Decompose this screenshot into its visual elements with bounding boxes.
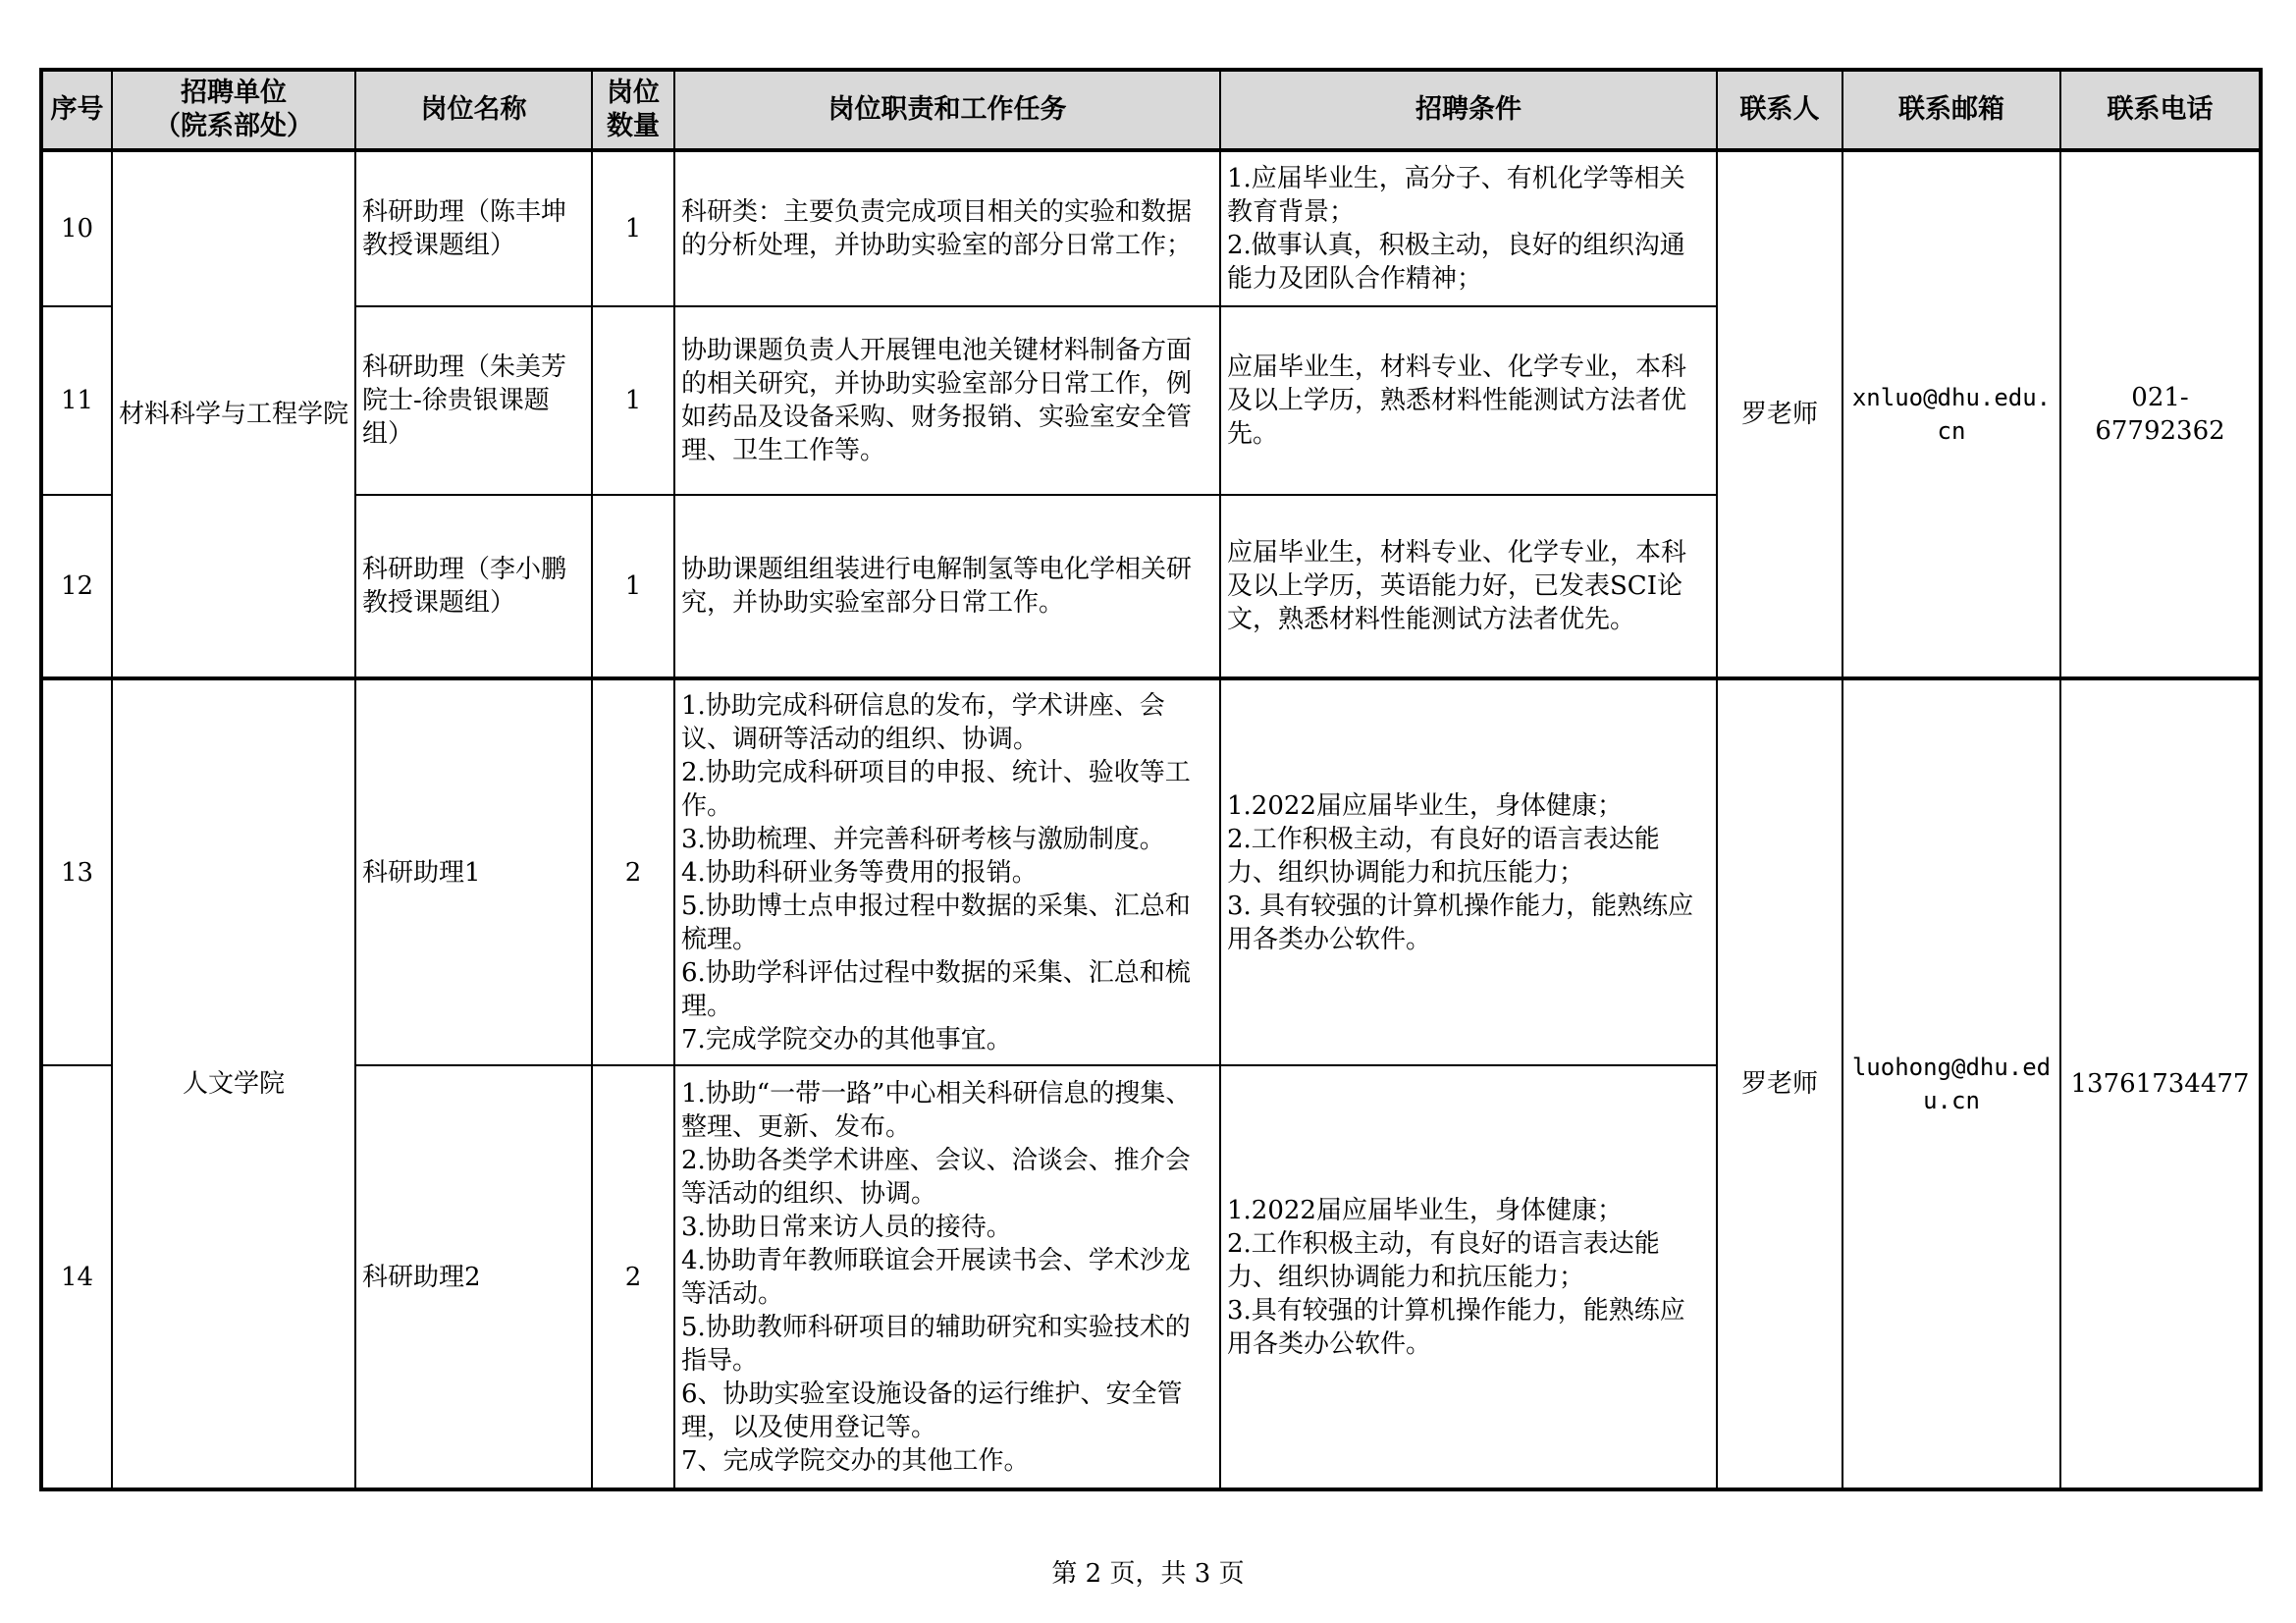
row-count: 1 [592, 150, 674, 306]
row-requirements: 1.2022届应届毕业生，身体健康； 2.工作积极主动，有良好的语言表达能力、组织协调能力和抗压能力； 3.具有较强的计算机操作能力，能熟练应用各类办公软件。 [1220, 1065, 1717, 1489]
header-row [41, 70, 2261, 150]
row-duties: 1.协助“一带一路”中心相关科研信息的搜集、整理、更新、发布。 2.协助各类学术讲座、会议、洽谈会、推介会等活动的组织、协调。 3.协助日常来访人员的接待。 4.协助青年教师联谊会开展读书会、学术沙龙等活动。 5.协助教师科研项目的辅助研究和实验技术的指导。 6、协助实验室设施设备的运行维护、安全管理，以及使用登记等。 7、完成学院交办的其他工作。 [674, 1065, 1220, 1489]
header-count-line2: 数量 [607, 111, 660, 141]
row-position: 科研助理2 [355, 1065, 592, 1489]
header-count [592, 70, 674, 150]
row-duties: 科研类：主要负责完成项目相关的实验和数据的分析处理，并协助实验室的部分日常工作； [674, 150, 1220, 306]
header-duties: 岗位职责和工作任务 [674, 70, 1220, 150]
row-phone: 13761734477 [2060, 678, 2261, 1489]
row-email: luohong@dhu.edu.cn [1842, 678, 2060, 1489]
row-position: 科研助理（李小鹏教授课题组） [355, 495, 592, 678]
row-requirements: 应届毕业生，材料专业、化学专业，本科及以上学历，熟悉材料性能测试方法者优先。 [1220, 306, 1717, 495]
row-seq: 14 [41, 1065, 112, 1489]
row-contact: 罗老师 [1717, 150, 1842, 678]
header-position: 岗位名称 [355, 70, 592, 150]
row-requirements: 1.应届毕业生，高分子、有机化学等相关教育背景； 2.做事认真，积极主动，良好的组织沟通能力及团队合作精神； [1220, 150, 1717, 306]
recruitment-table [39, 68, 2263, 1491]
row-count: 2 [592, 678, 674, 1065]
page-footer: 第 2 页，共 3 页 [1051, 1559, 1245, 1589]
header-phone: 联系电话 [2060, 70, 2261, 150]
row-email: xnluo@dhu.edu.cn [1842, 150, 2060, 678]
row-requirements: 应届毕业生，材料专业、化学专业，本科及以上学历，英语能力好，已发表SCI论文，熟悉材料性能测试方法者优先。 [1220, 495, 1717, 678]
row-count: 1 [592, 306, 674, 495]
header-seq: 序号 [41, 70, 112, 150]
row-unit: 材料科学与工程学院 [112, 150, 355, 678]
row-count: 2 [592, 1065, 674, 1489]
header-requirements: 招聘条件 [1220, 70, 1717, 150]
table-row [41, 150, 2261, 306]
row-count: 1 [592, 495, 674, 678]
row-duties: 1.协助完成科研信息的发布，学术讲座、会议、调研等活动的组织、协调。 2.协助完成科研项目的申报、统计、验收等工作。 3.协助梳理、并完善科研考核与激励制度。 4.协助科研业务等费用的报销。 5.协助博士点申报过程中数据的采集、汇总和梳理。 6.协助学科评估过程中数据的采集、汇总和梳理。 7.完成学院交办的其他事宜。 [674, 678, 1220, 1065]
row-contact: 罗老师 [1717, 678, 1842, 1489]
header-unit-line2: （院系部处） [154, 111, 313, 141]
header-unit [112, 70, 355, 150]
header-count-line1: 岗位 [607, 78, 660, 108]
row-position: 科研助理1 [355, 678, 592, 1065]
header-unit-line1: 招聘单位 [181, 78, 287, 108]
header-email: 联系邮箱 [1842, 70, 2060, 150]
row-duties: 协助课题组组装进行电解制氢等电化学相关研究，并协助实验室部分日常工作。 [674, 495, 1220, 678]
row-seq: 13 [41, 678, 112, 1065]
row-seq: 10 [41, 150, 112, 306]
row-position: 科研助理（朱美芳院士-徐贵银课题组） [355, 306, 592, 495]
row-seq: 12 [41, 495, 112, 678]
row-unit: 人文学院 [112, 678, 355, 1489]
header-contact: 联系人 [1717, 70, 1842, 150]
row-seq: 11 [41, 306, 112, 495]
row-requirements: 1.2022届应届毕业生，身体健康； 2.工作积极主动，有良好的语言表达能力、组织协调能力和抗压能力； 3. 具有较强的计算机操作能力，能熟练应用各类办公软件。 [1220, 678, 1717, 1065]
table-row [41, 678, 2261, 1065]
row-duties: 协助课题负责人开展锂电池关键材料制备方面的相关研究，并协助实验室部分日常工作，例如药品及设备采购、财务报销、实验室安全管理、卫生工作等。 [674, 306, 1220, 495]
row-phone: 021-67792362 [2060, 150, 2261, 678]
row-position: 科研助理（陈丰坤教授课题组） [355, 150, 592, 306]
